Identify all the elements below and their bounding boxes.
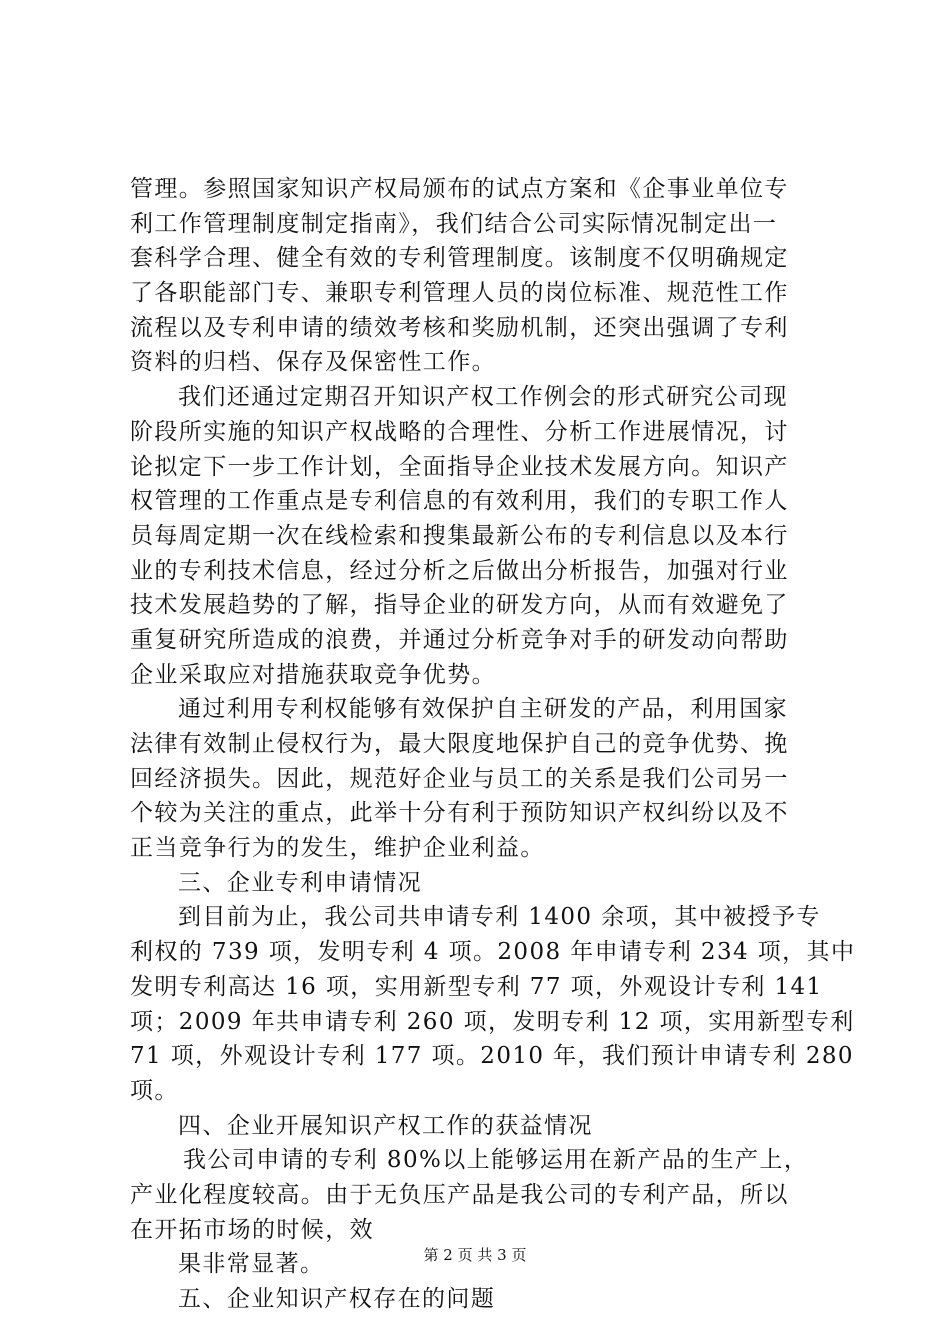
text-line: 个较为关注的重点，此举十分有利于预防知识产权纠纷以及不 bbox=[130, 800, 789, 827]
text-line: 回经济损失。因此，规范好企业与员工的关系是我们公司另一 bbox=[130, 765, 789, 792]
text-line: 论拟定下一步工作计划，全面指导企业技术发展方向。知识产 bbox=[130, 453, 789, 480]
text-line: 业的专利技术信息，经过分析之后做出分析报告，加强对行业 bbox=[130, 557, 789, 584]
section-heading: 四、企业开展知识产权工作的获益情况 bbox=[178, 1112, 593, 1139]
text-line: 利工作管理制度制定指南》，我们结合公司实际情况制定出一 bbox=[130, 210, 778, 237]
text-line: 正当竞争行为的发生，维护企业利益。 bbox=[130, 835, 545, 862]
text-line: 发明专利高达 16 项，实用新型专利 77 项，外观设计专利 141 bbox=[130, 973, 823, 1000]
text-line: 重复研究所造成的浪费，并通过分析竞争对手的研发动向帮助 bbox=[130, 626, 789, 653]
text-line: 果非常显著。 bbox=[178, 1251, 325, 1278]
text-line: 企业采取应对措施获取竞争优势。 bbox=[130, 661, 496, 688]
text-line: 管理。参照国家知识产权局颁布的试点方案和《企事业单位专 bbox=[130, 176, 789, 202]
text-line: 产业化程度较高。由于无负压产品是我公司的专利产品，所以 bbox=[130, 1181, 789, 1208]
text-line: 权管理的工作重点是专利信息的有效利用，我们的专职工作人 bbox=[130, 488, 789, 515]
section-heading: 五、企业知识产权存在的问题 bbox=[178, 1286, 496, 1312]
document-body bbox=[130, 172, 856, 1317]
section-heading: 三、企业专利申请情况 bbox=[178, 869, 422, 896]
text-line: 资料的归档、保存及保密性工作。 bbox=[130, 349, 496, 376]
text-line: 法律有效制止侵权行为，最大限度地保护自己的竞争优势、挽 bbox=[130, 731, 789, 757]
text-line: 员每周定期一次在线检索和搜集最新公布的专利信息以及本行 bbox=[130, 522, 789, 549]
paragraph-first-line: 我公司申请的专利 80%以上能够运用在新产品的生产上， bbox=[183, 1147, 809, 1174]
text-line: 套科学合理、健全有效的专利管理制度。该制度不仅明确规定 bbox=[130, 245, 789, 272]
text-line: 技术发展趋势的了解，指导企业的研发方向，从而有效避免了 bbox=[130, 592, 789, 619]
text-line: 利权的 739 项，发明专利 4 项。2008 年申请专利 234 项，其中 bbox=[130, 939, 856, 966]
text-line: 项。 bbox=[130, 1077, 179, 1104]
text-line: 项；2009 年共申请专利 260 项，发明专利 12 项，实用新型专利 bbox=[130, 1008, 855, 1035]
paragraph-first-line: 到目前为止，我公司共申请专利 1400 余项，其中被授予专 bbox=[178, 904, 821, 931]
paragraph-first-line: 通过利用专利权能够有效保护自主研发的产品，利用国家 bbox=[178, 696, 788, 723]
text-line: 71 项，外观设计专利 177 项。2010 年，我们预计申请专利 280 bbox=[130, 1043, 854, 1070]
text-line: 阶段所实施的知识产权战略的合理性、分析工作进展情况，讨 bbox=[130, 418, 789, 445]
text-line: 了各职能部门专、兼职专利管理人员的岗位标准、规范性工作 bbox=[130, 280, 789, 307]
text-line: 在开拓市场的时候，效 bbox=[130, 1216, 374, 1243]
page-footer: 第 2 页 共 3 页 bbox=[423, 1246, 527, 1264]
paragraph-first-line: 我们还通过定期召开知识产权工作例会的形式研究公司现 bbox=[178, 384, 788, 411]
text-line: 流程以及专利申请的绩效考核和奖励机制，还突出强调了专利 bbox=[130, 314, 789, 341]
